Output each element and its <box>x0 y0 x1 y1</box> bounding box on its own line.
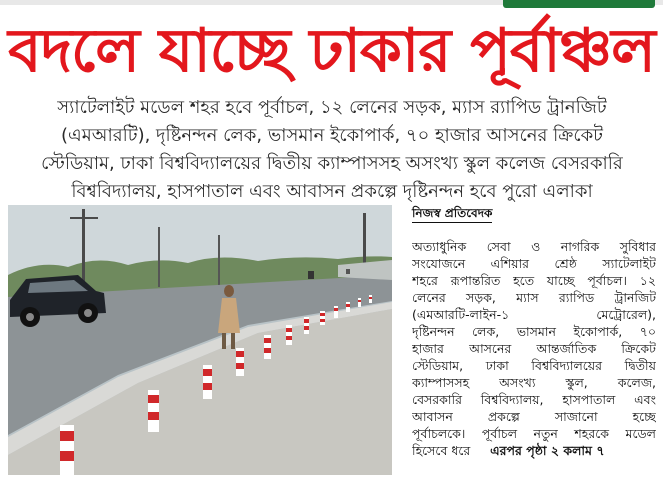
body-line: ক্যাম্পাসসহ অসংখ্য স্কুল, কলেজ, <box>412 375 656 390</box>
road-photo-illustration <box>8 205 392 475</box>
body-line: দৃষ্টিনন্দন লেক, ভাসমান ইকোপার্ক, ৭০ <box>412 324 656 339</box>
body-line: স্টেডিয়াম, ঢাকা বিশ্ববিদ্যালয়ের দ্বিতীয় <box>412 358 656 373</box>
byline: নিজস্ব প্রতিবেদক <box>412 205 492 223</box>
body-line: আবাসন প্রকল্পে সাজানো হচ্ছে <box>412 409 656 424</box>
body-line: শহরে রূপান্তরিত হতে যাচ্ছে পূর্বাচল। ১২ <box>412 273 656 288</box>
headline: বদলে যাচ্ছে ঢাকার পূর্বাঞ্চল <box>8 16 655 86</box>
subhead-line: বিশ্ববিদ্যালয়, হাসপাতাল এবং আবাসন প্রকল্পে দৃষ্টিনন্দন হবে পুরো এলাকা <box>71 181 593 202</box>
body-line: (এমআরটি-লাইন-১ মেট্রোরেল), <box>412 307 656 322</box>
subheadline <box>12 94 652 206</box>
subhead-line: স্টেডিয়াম, ঢাকা বিশ্ববিদ্যালয়ের দ্বিতীয় ক্যাম্পাসসহ অসংখ্য স্কুল কলেজ বেসরকারি <box>41 153 623 174</box>
body-line: লেনের সড়ক, ম্যাস র‌্যাপিড ট্রানজিট <box>412 290 656 305</box>
subhead-line: স্যাটেলাইট মডেল শহর হবে পূর্বাচল, ১২ লেনের সড়ক, ম্যাস র‌্যাপিড ট্রানজিট <box>57 97 607 118</box>
body-line: হাজার আসনের আন্তর্জাতিক ক্রিকেট <box>412 341 656 356</box>
subhead-line: (এমআরটি), দৃষ্টিনন্দন লেক, ভাসমান ইকোপার্ক, ৭০ হাজার আসনের ক্রিকেট <box>61 125 603 146</box>
jump-link[interactable]: এরপর পৃষ্ঠা ২ কলাম ৭ <box>490 443 605 458</box>
body-line: হিসেবে ধরে <box>412 443 471 458</box>
body-last-line <box>412 442 656 459</box>
article-body <box>412 238 656 459</box>
body-line: বেসরকারি বিশ্ববিদ্যালয়, হাসপাতাল এবং <box>412 392 656 407</box>
section-tab <box>503 0 655 8</box>
body-line: পূর্বাচলকে। পূর্বাচল নতুন শহরকে মডেল <box>412 426 656 441</box>
news-photo <box>8 205 392 475</box>
body-line: সংযোজনে এশিয়ার শ্রেষ্ঠ স্যাটেলাইট <box>412 256 656 271</box>
body-line: অত্যাধুনিক সেবা ও নাগরিক সুবিধার <box>412 239 656 254</box>
